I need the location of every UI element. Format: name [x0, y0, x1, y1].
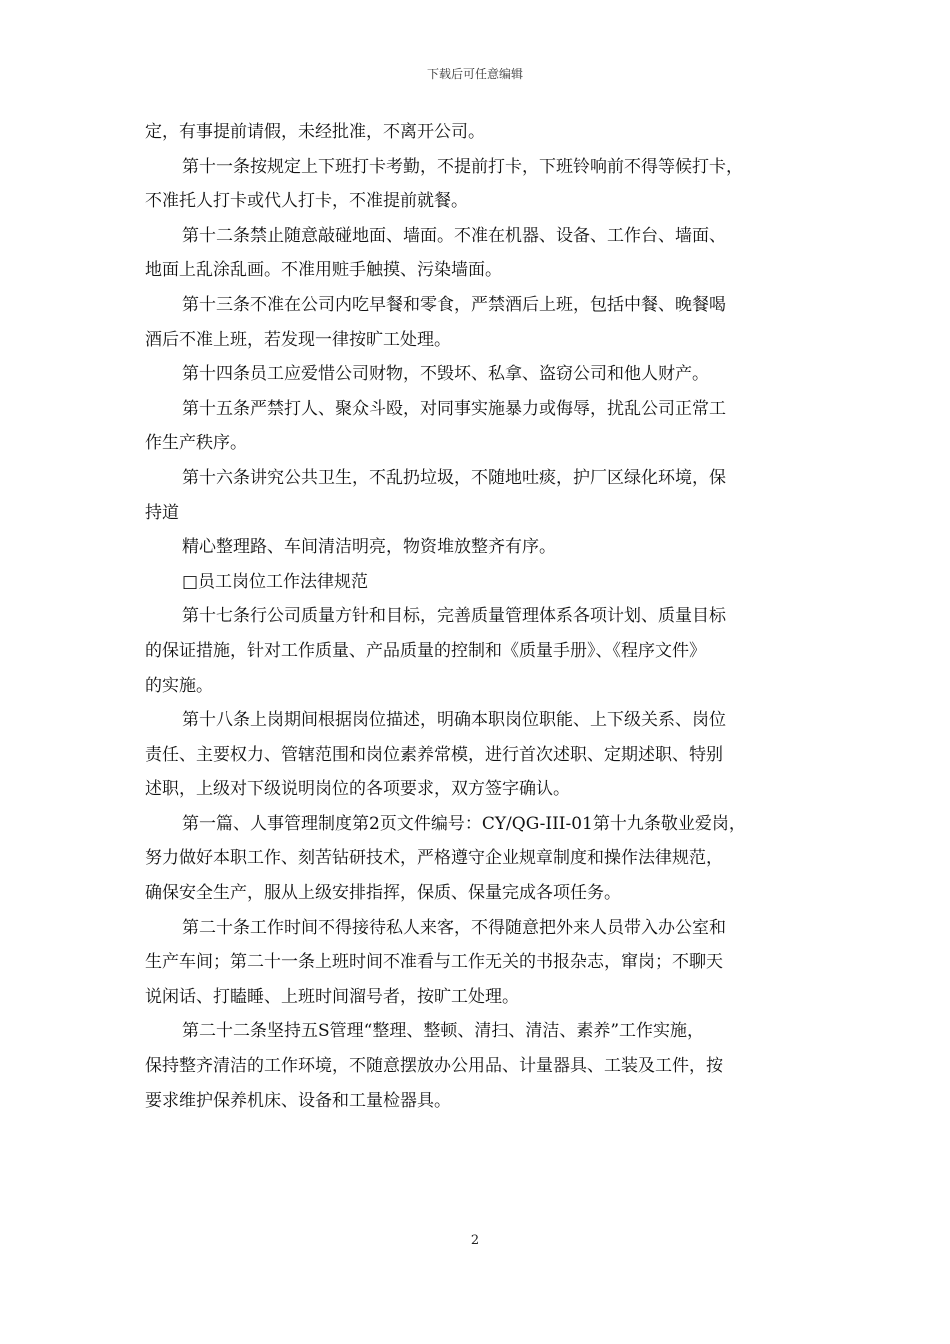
- section-heading: □员工岗位工作法律规范: [182, 571, 369, 592]
- body-line: 第一篇、人事管理制度第2页文件编号：CY/QG-III-01第十九条敬业爱岗，: [182, 813, 746, 834]
- body-line: 第二十二条坚持五S管理“整理、整顿、清扫、清洁、素养”工作实施，: [182, 1021, 705, 1042]
- body-line: 地面上乱涂乱画。不准用赃手触摸、污染墙面。: [145, 260, 502, 281]
- body-line: 第十三条不准在公司内吃早餐和零食，严禁酒后上班，包括中餐、晚餐喝: [182, 294, 726, 315]
- body-line: 责任、主要权力、管辖范围和岗位素养常模，进行首次述职、定期述职、特别: [145, 744, 723, 765]
- body-line: 第十二条禁止随意敲碰地面、墙面。不准在机器、设备、工作台、墙面、: [182, 225, 726, 246]
- body-line: 第十七条行公司质量方针和目标，完善质量管理体系各项计划、质量目标: [182, 606, 726, 627]
- body-line: 述职，上级对下级说明岗位的各项要求，双方签字确认。: [145, 779, 570, 800]
- body-line: 定，有事提前请假，未经批准，不离开公司。: [145, 122, 485, 142]
- body-line: 说闲话、打瞌睡、上班时间溜号者，按旷工处理。: [145, 986, 519, 1007]
- body-line: 第十四条员工应爱惜公司财物，不毁坏、私拿、盗窃公司和他人财产。: [182, 364, 709, 385]
- body-line: 精心整理路、车间清洁明亮，物资堆放整齐有序。: [182, 537, 556, 558]
- body-line: 保持整齐清洁的工作环境，不随意摆放办公用品、计量器具、工装及工件，按: [145, 1056, 723, 1077]
- body-line: 持道: [145, 502, 179, 523]
- body-line: 第二十条工作时间不得接待私人来客，不得随意把外来人员带入办公室和: [182, 917, 726, 938]
- body-line: 第十六条讲究公共卫生，不乱扔垃圾，不随地吐痰，护厂区绿化环境，保: [182, 467, 726, 488]
- body-line: 不准托人打卡或代人打卡，不准提前就餐。: [145, 191, 468, 212]
- body-line: 第十五条严禁打人、聚众斗殴，对同事实施暴力或侮辱，扰乱公司正常工: [182, 398, 726, 419]
- document-body: [145, 121, 809, 1124]
- body-line: 要求维护保养机床、设备和工量检器具。: [145, 1090, 451, 1111]
- body-line: 生产车间；第二十一条上班时间不准看与工作无关的书报杂志，窜岗；不聊天: [145, 952, 723, 973]
- body-line: 第十一条按规定上下班打卡考勤，不提前打卡，下班铃响前不得等候打卡，: [182, 156, 743, 177]
- body-line: 努力做好本职工作、刻苦钻研技术，严格遵守企业规章制度和操作法律规范，: [145, 848, 723, 869]
- page-number: 2: [470, 1233, 480, 1248]
- body-line: 酒后不准上班，若发现一律按旷工处理。: [145, 329, 451, 350]
- body-line: 作生产秩序。: [145, 433, 247, 454]
- body-line: 第十八条上岗期间根据岗位描述，明确本职岗位职能、上下级关系、岗位: [182, 710, 726, 731]
- body-line: 的实施。: [145, 675, 213, 696]
- page-header: 下载后可任意编辑: [426, 67, 523, 81]
- body-line: 确保安全生产，服从上级安排指挥，保质、保量完成各项任务。: [145, 883, 621, 904]
- body-line: 的保证措施，针对工作质量、产品质量的控制和《质量手册》、《程序文件》: [145, 640, 706, 661]
